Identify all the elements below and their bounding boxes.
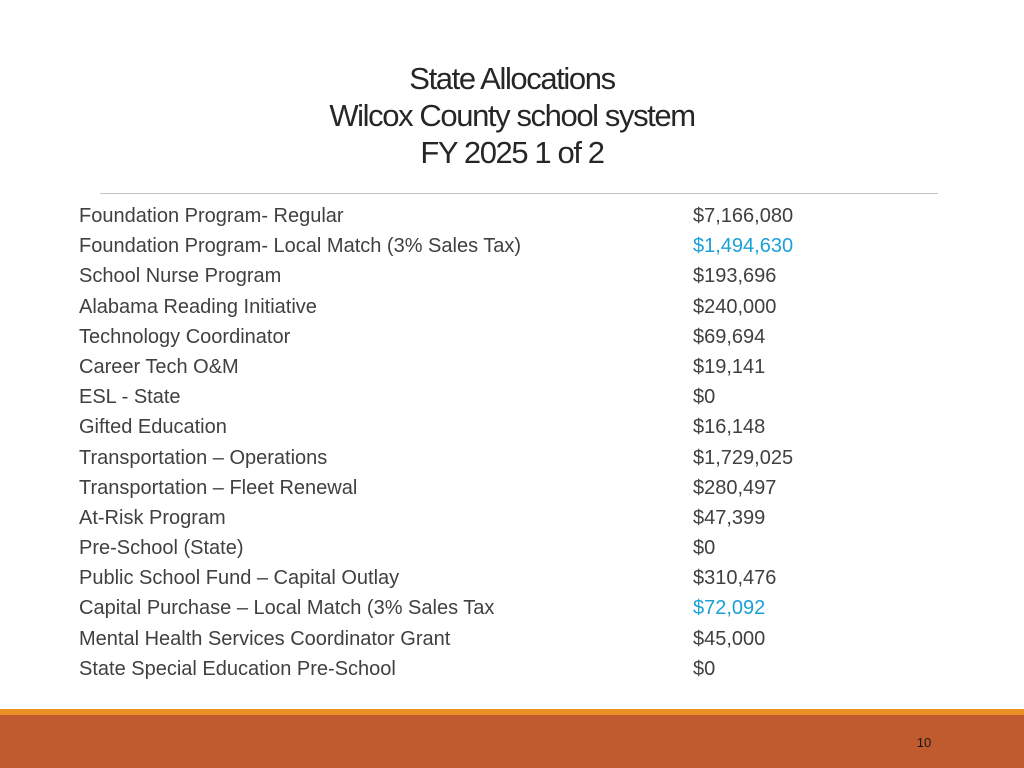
allocation-row — [79, 473, 939, 503]
allocation-label: Technology Coordinator — [79, 325, 291, 348]
allocation-amount: $0 — [693, 657, 716, 680]
allocations-list — [79, 201, 939, 684]
allocation-label: Alabama Reading Initiative — [79, 295, 317, 318]
allocation-row — [79, 624, 939, 654]
allocation-label: Pre-School (State) — [79, 537, 244, 560]
allocation-amount: $1,494,630 — [693, 235, 794, 258]
allocation-row — [79, 231, 939, 261]
allocation-amount: $280,497 — [693, 476, 777, 499]
allocation-amount: $240,000 — [693, 295, 777, 318]
allocation-row — [79, 382, 939, 412]
title-line-2: Wilcox County school system — [329, 98, 695, 133]
allocation-row — [79, 322, 939, 352]
allocation-label: Transportation – Operations — [79, 446, 328, 469]
footer-bar — [0, 715, 1024, 768]
allocation-label: ESL - State — [79, 386, 181, 409]
allocation-label: Capital Purchase – Local Match (3% Sales Tax — [79, 597, 495, 620]
allocation-amount: $193,696 — [693, 265, 777, 288]
allocation-label: Mental Health Services Coordinator Grant — [79, 627, 451, 650]
allocation-row — [79, 503, 939, 533]
page-number: 10 — [916, 735, 932, 750]
allocation-amount: $16,148 — [693, 416, 766, 439]
allocation-amount: $69,694 — [693, 325, 766, 348]
allocation-row — [79, 443, 939, 473]
slide-title — [0, 60, 1024, 171]
allocation-amount: $310,476 — [693, 567, 777, 590]
allocation-amount: $1,729,025 — [693, 446, 794, 469]
allocation-amount: $72,092 — [693, 597, 766, 620]
allocation-row — [79, 261, 939, 291]
allocation-row — [79, 593, 939, 623]
allocation-row — [79, 201, 939, 231]
allocation-label: At-Risk Program — [79, 506, 226, 529]
allocation-label: School Nurse Program — [79, 265, 282, 288]
allocation-amount: $47,399 — [693, 506, 766, 529]
title-line-3: FY 2025 1 of 2 — [420, 135, 604, 170]
allocation-label: Public School Fund – Capital Outlay — [79, 567, 400, 590]
allocation-label: Career Tech O&M — [79, 355, 239, 378]
allocation-row — [79, 412, 939, 442]
allocation-amount: $0 — [693, 386, 716, 409]
allocation-label: Transportation – Fleet Renewal — [79, 476, 358, 499]
title-line-1: State Allocations — [409, 61, 615, 96]
allocation-amount: $45,000 — [693, 627, 766, 650]
allocation-label: Foundation Program- Regular — [79, 205, 344, 227]
allocation-row — [79, 292, 939, 322]
allocation-row — [79, 533, 939, 563]
allocation-amount: $19,141 — [693, 355, 766, 378]
allocation-row — [79, 352, 939, 382]
allocation-label: State Special Education Pre-School — [79, 657, 396, 680]
title-divider — [100, 193, 938, 194]
allocation-amount: $7,166,080 — [693, 205, 794, 227]
allocation-row — [79, 654, 939, 684]
allocation-amount: $0 — [693, 537, 716, 560]
allocation-row — [79, 563, 939, 593]
allocation-label: Gifted Education — [79, 416, 227, 439]
allocation-label: Foundation Program- Local Match (3% Sales Tax) — [79, 235, 522, 258]
